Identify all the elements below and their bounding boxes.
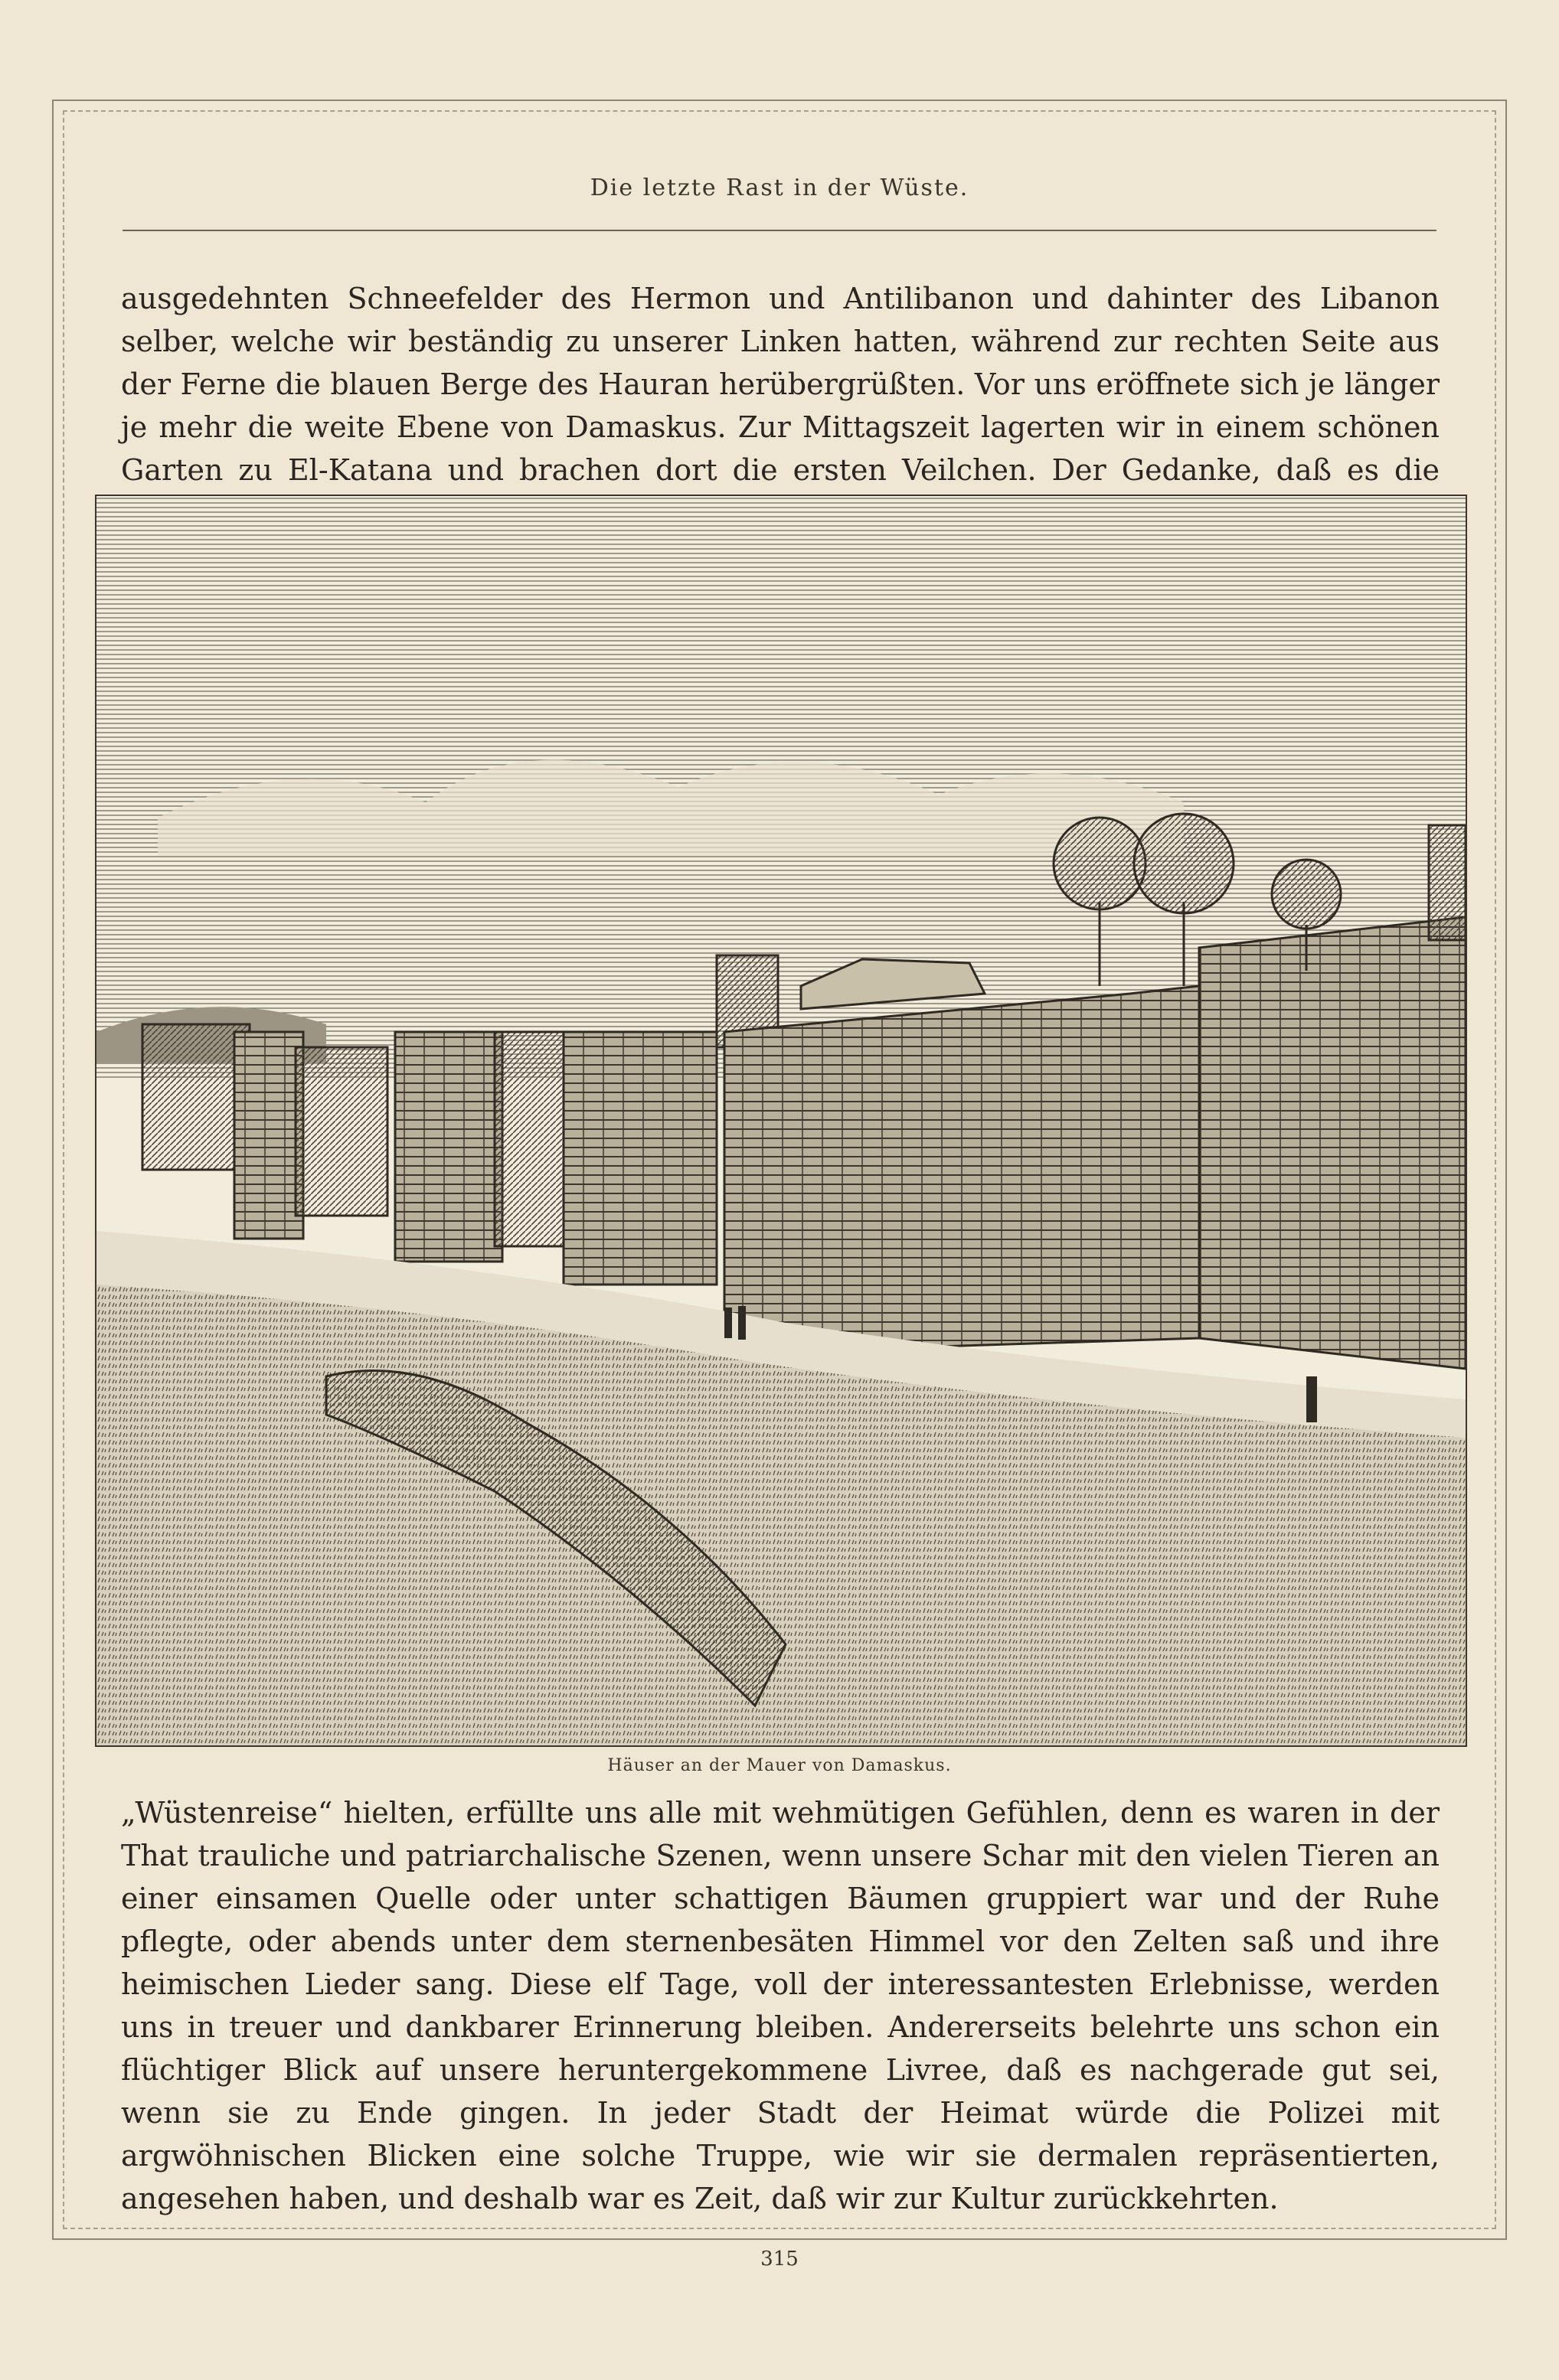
figure-caption: Häuser an der Mauer von Damaskus. [607, 1756, 952, 1775]
paragraph-top: ausgedehnten Schneefelder des Hermon und Antilibanon und dahinter des Libanon selber, welche wir beständig zu unserer Linken hatten, während zur rechten Seite aus der Ferne die blauen Berge des Hauran herübergrüßten. Vor uns eröffnete sich je länger je mehr die weite Ebene von Damaskus. Zur Mittagszeit lagerten wir in einem schönen Garten zu El-Katana und brachen dort die ersten Veilchen. Der Gedanke, daß es die [121, 282, 1440, 487]
paragraph-bottom: „Wüstenreise“ hielten, erfüllte uns alle mit wehmütigen Gefühlen, denn es waren in der That trauliche und patriarchalische Szenen, wenn unsere Schar mit den vielen Tieren an einer einsamen Quelle oder unter schattigen Bäumen gruppiert war und der Ruhe pflegte, oder abends unter dem sternenbesäten Himmel vor den Zelten saß und ihre heimischen Lieder sang. Diese elf Tage, voll der interessantesten Erlebnisse, werden uns in treuer und dankbarer Erinnerung bleiben. Andererseits belehrte uns schon ein flüchtiger Blick auf unsere heruntergekommene Livree, daß es nachgerade gut sei, wenn sie zu Ende gingen. In jeder Stadt der Heimat würde die Polizei mit argwöhnischen Blicken eine solche Truppe, wie wir sie dermalen repräsentierten, angesehen haben, und deshalb war es Zeit, daß wir zur Kultur zurückkehrten. [121, 1796, 1440, 2215]
header-rule [123, 230, 1436, 231]
engraving-drawing [96, 496, 1466, 1745]
running-head: Die letzte Rast in der Wüste. [590, 175, 969, 201]
page-number: 315 [760, 2248, 799, 2271]
text-block-bottom [121, 1791, 1440, 2220]
engraving-illustration [95, 495, 1467, 1747]
